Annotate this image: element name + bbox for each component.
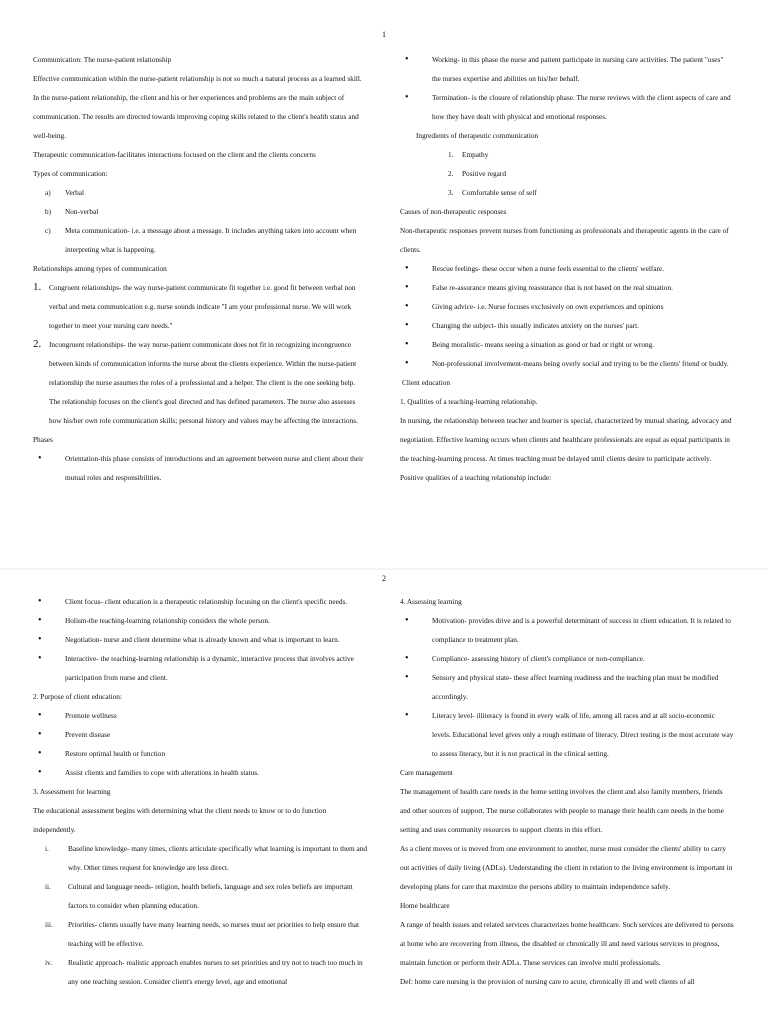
list-item: b) Non-verbal (45, 207, 99, 216)
list-item: 1. Empathy (448, 150, 489, 159)
list-item: • Client focus- client education is a therapeutic relationship focusing on the client's specific needs. (33, 592, 368, 611)
paragraph: Def: home care nursing is the provision of nursing care to acute, chronically ill and well clients of all (400, 977, 695, 986)
left-column (33, 50, 368, 487)
right-column (400, 50, 734, 487)
list-item: • Literacy level- illiteracy is found in every walk of life, among all races and at all socio-economic levels. Educational level gives only a rough estimate of literacy. Direct testing is the most accurate way to assess literacy, but it is not practical in the clinical setting. (400, 706, 734, 763)
subheading: Relationships among types of communication (33, 264, 167, 273)
list-item: c) Meta communication- i.e. a message about a message. It includes anything taken into account when interpreting what is happening. (45, 226, 357, 254)
list-item: • Non-professional involvement-means being overly social and trying to be the clients' friend or buddy. (400, 354, 734, 373)
subheading: Care management (400, 768, 453, 777)
subheading: 3. Assessment for learning (33, 787, 111, 796)
list-item: 3. Comfortable sense of self (448, 188, 537, 197)
list-item: i. Baseline knowledge- many times, clients articulate specifically what learning is important to them and why. Other times request for knowledge are less direct. (45, 844, 368, 872)
subheading: 4. Assessing learning (400, 597, 462, 606)
list-item: • Compliance- assessing history of client's compliance or non-compliance. (400, 649, 734, 668)
paragraph: Non-therapeutic responses prevent nurses from functioning as professionals and therapeutic agents in the care of clients. (400, 226, 729, 254)
list-item: 2. Positive regard (448, 169, 506, 178)
list-item: • Negotiation- nurse and client determine what is already known and what is important to learn. (33, 630, 368, 649)
list-item: • Orientation-this phase consists of introductions and an agreement between nurse and client about their mutual roles and responsibilities. (33, 449, 368, 487)
subheading: Ingredients of therapeutic communication (416, 131, 539, 140)
list-item: • Assist clients and families to cope with alterations in health status. (33, 763, 368, 782)
section-title: Communication: The nurse-patient relationship (33, 55, 172, 64)
subheading: Phases (33, 435, 53, 444)
list-item: • Giving advice- i.e. Nurse focuses exclusively on own experiences and opinions (400, 297, 734, 316)
list-item: iv. Realistic approach- realistic approach enables nurses to set priorities and try not to teach too much in any one teaching session. Consider client's energy level, age and emotional (45, 958, 363, 986)
list-item: • Motivation- provides drive and is a powerful determinant of success in client education. It is related to compliance to treatment plan. (400, 611, 734, 649)
right-column (400, 592, 734, 991)
page-number: 2 (382, 574, 386, 583)
list-item: 2. Incongruent relationships- the way nurse-patient communicate does not fit in recognizing incongruence between kinds of communication informs the nurse about the clients experience. Within the nurse-patient relationship the nurse assumes the roles of a professional and a helper. The client is the one seeking help. The relationship focuses on the client's goal directed and has defined parameters. The nurse also assesses how his/her own role communication skills; personal history and values may be affecting the interactions. (33, 338, 358, 425)
list-item: • Promote wellness (33, 706, 368, 725)
list-item: • Sensory and physical state- these affect learning readiness and the teaching plan must be modified accordingly. (400, 668, 734, 706)
list-item: a) Verbal (45, 188, 85, 197)
list-item: • Termination- is the closure of relationship phase. The nurse reviews with the client aspects of care and how they have dealt with physical and emotional responses. (400, 88, 734, 126)
list-item: • Changing the subject- this usually indicates anxiety on the nurses' part. (400, 316, 734, 335)
list-item: • Prevent disease (33, 725, 368, 744)
list-item: ii. Cultural and language needs- religion, health beliefs, language and sex roles beliefs are important factors to consider when planning education. (45, 882, 353, 910)
subheading: Client education (402, 378, 451, 387)
paragraph: As a client moves or is moved from one environment to another, nurse must consider the clients' ability to carry out activities of daily living (ADLs). Understanding the client in relation to the living environment is important in developing plans for care that maximize the persons ability to maintain independence safely. (400, 844, 733, 891)
list-item: • Rescue feelings- these occur when a nurse feels essential to the clients' welfare. (400, 259, 734, 278)
subheading: 1. Qualities of a teaching-learning relationship. (400, 397, 538, 406)
subheading: Causes of non-therapeutic responses (400, 207, 507, 216)
list-item: • Restore optimal health or function (33, 744, 368, 763)
subheading: 2. Purpose of client education: (33, 692, 122, 701)
paragraph: Effective communication within the nurse-patient relationship is not so much a natural process as a learned skill. In the nurse-patient relationship, the client and his or her experiences and problems are the main subject of communication. The results are directed towards improving coping skills related to the client's health status and well-being. (33, 74, 362, 140)
list-item: iii. Priorities- clients usually have many learning needs, so nurses must set priorities to help ensure that teaching will be effective. (45, 920, 360, 948)
list-item: • Being moralistic- means seeing a situation as good or bad or right or wrong. (400, 335, 734, 354)
paragraph: The educational assessment begins with determining what the client needs to know or to do function independently. (33, 806, 327, 834)
paragraph: A range of health issues and related services characterizes home healthcare. Such services are delivered to persons at home who are recovering from illness, the disabled or chronically ill and need various services to progress, maintain function or perform their ADLs. These services can involve multi professionals. (400, 920, 734, 967)
list-item: 1. Congruent relationships- the way nurse-patient communicate fit together i.e. good fit between verbal non verbal and meta communication e.g. nurse sounds indicate "I am your professional nurse. We will work together to meet your nursing care needs." (33, 281, 356, 330)
paragraph: In nursing, the relationship between teacher and learner is special, characterized by mutual sharing, advocacy and negotiation. Effective learning occurs when clients and healthcare professionals are equal as equal participants in the teaching-learning process. At times teaching must be delayed until clients desire to participate actively. Positive qualities of a teaching relationship include: (400, 416, 732, 482)
list-item: • Holism-the teaching-learning relationship considers the whole person. (33, 611, 368, 630)
page-number: 1 (382, 30, 386, 39)
left-column (33, 592, 368, 991)
paragraph: Therapeutic communication-facilitates interactions focused on the client and the clients concerns (33, 150, 316, 159)
paragraph: The management of health care needs in the home setting involves the client and also family members, friends and other sources of support. The nurse collaborates with people to manage their health care needs in the home setting and uses community resources to support clients in this effort. (400, 787, 724, 834)
list-item: • False re-assurance means giving reassurance that is not based on the real situation. (400, 278, 734, 297)
document-page-2 (0, 570, 768, 1024)
subheading: Home healthcare (400, 901, 450, 910)
subheading: Types of communication: (33, 169, 108, 178)
list-item: • Working- in this phase the nurse and patient participate in nursing care activities. The patient "uses" the nurses expertise and abilities on his/her behalf. (400, 50, 734, 88)
list-item: • Interactive- the teaching-learning relationship is a dynamic, interactive process that involves active participation from nurse and client. (33, 649, 368, 687)
